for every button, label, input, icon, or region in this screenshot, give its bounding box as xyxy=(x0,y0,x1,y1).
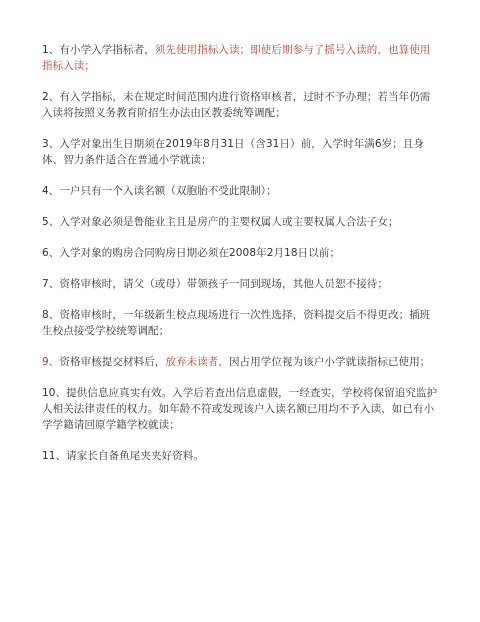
rule-number: 2、 xyxy=(42,91,60,103)
rule-number: 3、 xyxy=(42,138,60,150)
rule-text: 一户只有一个入读名额（双胞胎不受此限制）； xyxy=(59,185,277,197)
rule-text: 有入学指标，未在规定时间范围内进行资格审核者，过时不予办理；若当年仍需入读将按照义务教育阶招生办法由区教委统筹调配； xyxy=(42,91,431,119)
rule-item-8 xyxy=(42,307,440,339)
rule-item-2 xyxy=(42,89,440,121)
rule-number: 6、 xyxy=(42,247,60,259)
rule-number: 8、 xyxy=(42,309,60,321)
rule-number: 7、 xyxy=(42,278,60,290)
rule-number: 9、 xyxy=(42,356,60,368)
rule-text: 入学对象出生日期须在2019年8月31日（含31日）前，入学时年满6岁；且身体、智力条件适合在普通小学就读； xyxy=(42,138,424,166)
rule-number: 1、 xyxy=(42,44,60,56)
rule-item-5 xyxy=(42,214,440,230)
rule-number: 4、 xyxy=(42,185,60,197)
rule-number: 5、 xyxy=(42,216,60,228)
rule-item-10 xyxy=(42,385,440,433)
rule-item-7 xyxy=(42,276,440,292)
rule-item-11 xyxy=(42,448,440,464)
rule-highlight-text: 须先使用指标入读；即使后期参与了摇号入读的，也算使用指标入读； xyxy=(42,44,431,72)
rule-text: 资格审核时，一年级新生校点现场进行一次性选择，资料提交后不得更改；插班生校点接受学校统筹调配； xyxy=(42,309,431,337)
rule-text-continued: 因占用学位视为该户小学就读指标已使用； xyxy=(229,356,431,368)
rule-text: 提供信息应真实有效。入学后若查出信息虚假，一经查实，学校将保留追究监护人相关法律责任的权力。如年龄不符或发现该户入读名额已用均不予入读，如已有小学学籍请回原学籍学校就读； xyxy=(42,387,438,431)
rule-item-6 xyxy=(42,245,440,261)
rule-item-9 xyxy=(42,354,440,370)
rule-item-3 xyxy=(42,136,440,168)
rule-item-1 xyxy=(42,42,440,74)
rule-text: 入学对象的购房合同购房日期必须在2008年2月18日以前； xyxy=(59,247,341,259)
rule-text: 请家长自备鱼尾夹夹好资料。 xyxy=(66,450,204,462)
rule-item-4 xyxy=(42,183,440,199)
rule-number: 10、 xyxy=(42,387,67,399)
rule-number: 11、 xyxy=(42,450,67,462)
rule-text: 资格审核时，请父（或母）带领孩子一同到现场，其他人员恕不接待； xyxy=(59,278,388,290)
rule-text: 有小学入学指标者， xyxy=(59,44,155,56)
rule-text: 入学对象必须是鲁能业主且是房产的主要权属人或主要权属人合法子女； xyxy=(59,216,399,228)
rule-highlight-text: 放弃未读者， xyxy=(165,356,229,368)
rule-text: 资格审核提交材料后， xyxy=(59,356,166,368)
